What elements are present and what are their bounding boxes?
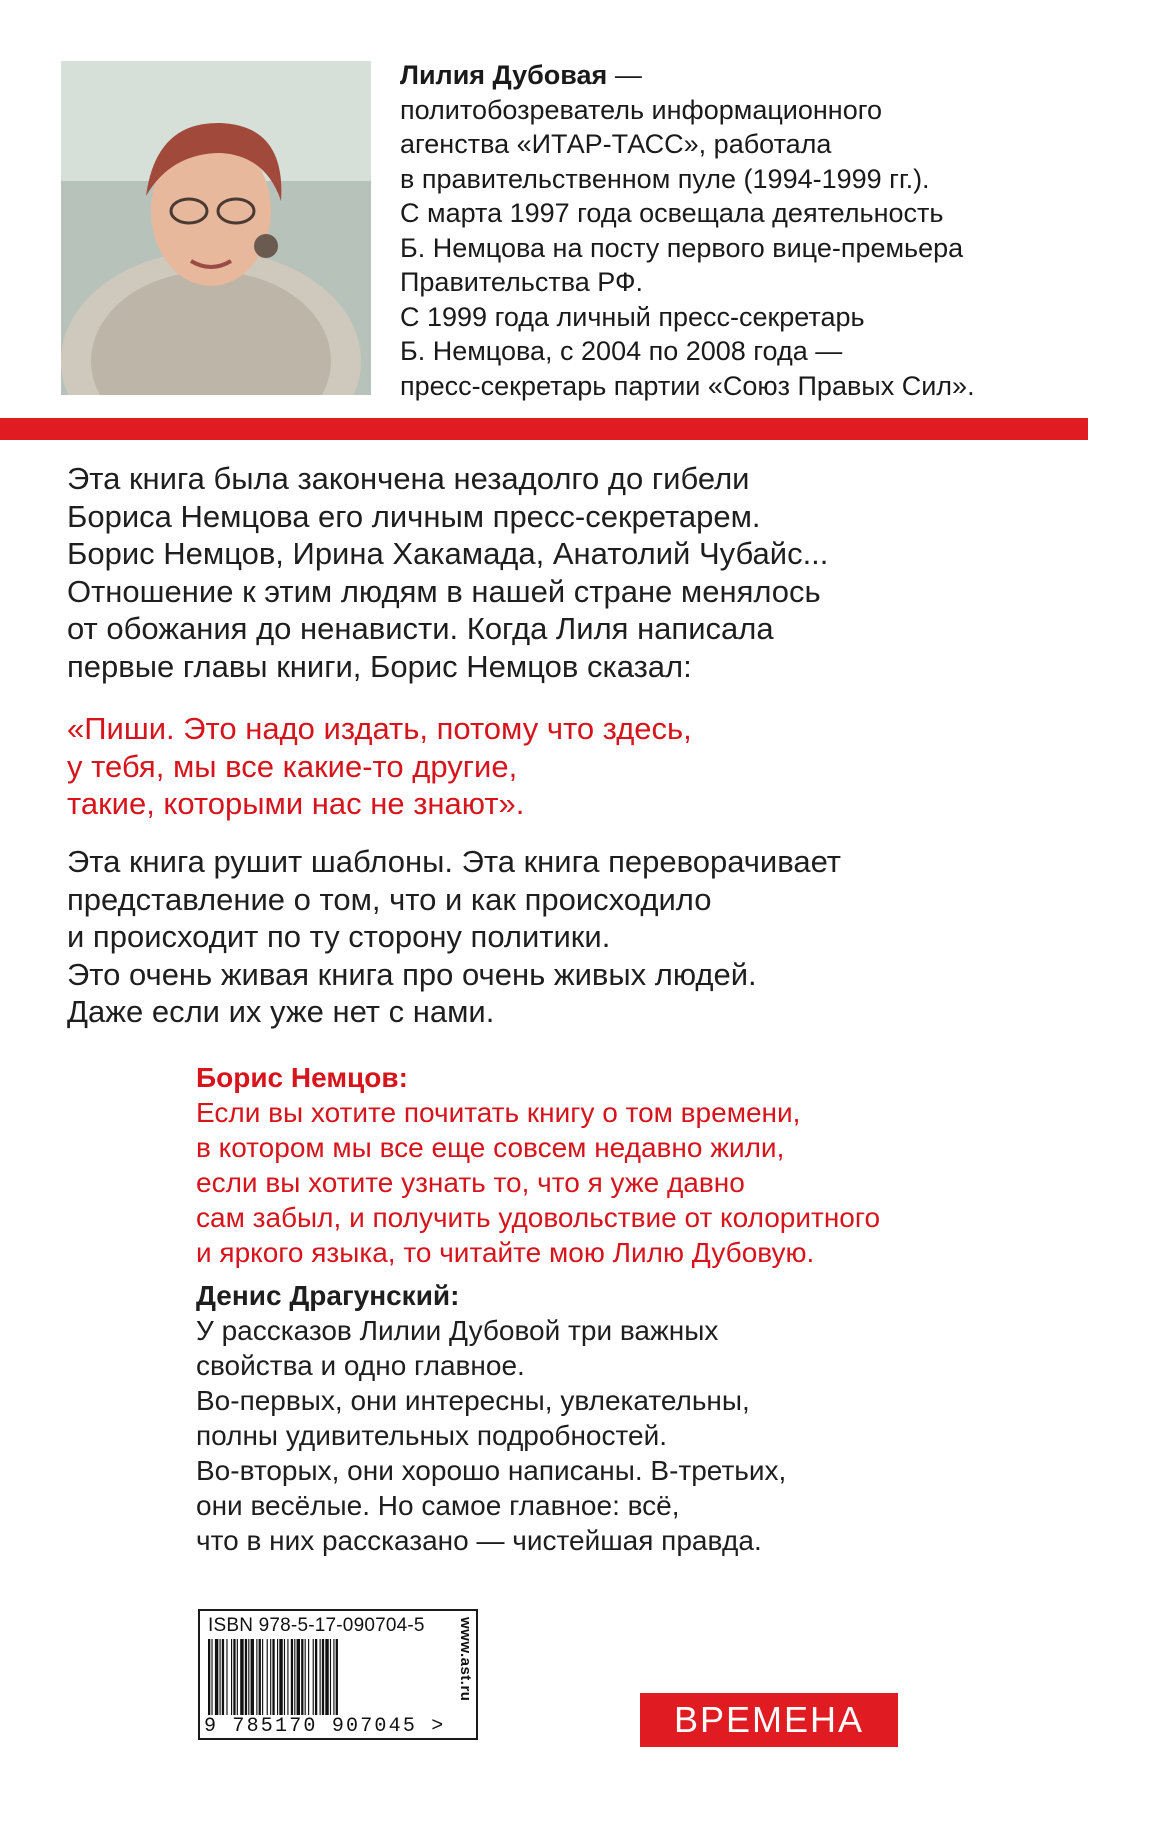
bio-line: Б. Немцова на посту первого вице-премьера	[400, 232, 964, 263]
review-line: и яркого языка, то читайте мою Лилю Дубовую.	[196, 1237, 815, 1268]
author-bio	[400, 58, 1100, 403]
ean-number: 9 785170 907045 >	[204, 1715, 446, 1738]
description-line: Эта книга рушит шаблоны. Эта книга переворачивает	[67, 844, 842, 879]
description-line: Эта книга была закончена незадолго до гибели	[67, 461, 750, 496]
description-line: Это очень живая книга про очень живых людей.	[67, 956, 757, 992]
publisher-url: www.ast.ru	[457, 1617, 474, 1702]
bio-line: агенства «ИТАР-ТАСС», работала	[400, 129, 832, 159]
bio-line: Б. Немцова, с 2004 по 2008 года —	[400, 336, 843, 366]
description-line: Борис Немцов, Ирина Хакамада, Анатолий Чубайс...	[67, 536, 829, 571]
description-line: представление о том, что и как происходило	[67, 881, 712, 917]
description-line: от обожания до ненависти. Когда Лиля написала	[67, 611, 774, 646]
isbn-number: ISBN 978-5-17-090704-5	[208, 1615, 425, 1636]
description-line: Отношение к этим людям в нашей стране менялось	[67, 573, 821, 609]
description-line: Даже если их уже нет с нами.	[67, 994, 495, 1029]
quote-line: у тебя, мы все какие-то другие,	[67, 748, 518, 784]
bio-line: Правительства РФ.	[400, 267, 644, 297]
bio-line: пресс-секретарь партии «Союз Правых Сил».	[400, 370, 975, 401]
description-line: первые главы книги, Борис Немцов сказал:	[67, 648, 692, 684]
review-line: У рассказов Лилии Дубовой три важных	[196, 1315, 719, 1346]
red-divider-band	[0, 418, 1088, 440]
isbn-barcode	[198, 1609, 478, 1740]
description-line: и происходит по ту сторону политики.	[67, 919, 611, 954]
quote-line: такие, которыми нас не знают».	[67, 786, 525, 821]
review-line: что в них рассказано — чистейшая правда.	[196, 1525, 762, 1556]
review-dragunsky	[196, 1278, 1096, 1558]
barcode-bars	[208, 1639, 444, 1715]
review-line: если вы хотите узнать то, что я уже давно	[196, 1167, 745, 1198]
bio-line: С 1999 года личный пресс-секретарь	[400, 301, 865, 332]
bio-line: в правительственном пуле (1994-1999 гг.).	[400, 163, 930, 194]
description-paragraph-2	[67, 843, 1107, 1031]
review-line: они весёлые. Но самое главное: всё,	[196, 1490, 680, 1521]
review-line: полны удивительных подробностей.	[196, 1420, 668, 1451]
author-name: Лилия Дубовая	[400, 60, 608, 90]
description-line: Бориса Немцова его личным пресс-секретарем.	[67, 498, 761, 534]
review-line: Если вы хотите почитать книгу о том времени,	[196, 1097, 801, 1128]
description-paragraph	[67, 460, 1107, 685]
author-photo	[61, 61, 371, 395]
review-line: Во-вторых, они хорошо написаны. В-третьих,	[196, 1455, 787, 1486]
review-line: свойства и одно главное.	[196, 1350, 525, 1381]
reviewer-name: Борис Немцов:	[196, 1062, 408, 1093]
bio-line: политобозреватель информационного	[400, 94, 883, 125]
reviewer-name: Денис Драгунский:	[196, 1280, 460, 1311]
review-nemtsov	[196, 1060, 1096, 1270]
review-line: в котором мы все еще совсем недавно жили,	[196, 1132, 785, 1163]
quote-line: «Пиши. Это надо издать, потому что здесь,	[67, 711, 692, 746]
bio-line: —	[607, 60, 642, 90]
bio-line: С марта 1997 года освещала деятельность	[400, 198, 944, 228]
nemtsov-quote	[67, 710, 1107, 823]
review-line: сам забыл, и получить удовольствие от колоритного	[196, 1202, 881, 1233]
review-line: Во-первых, они интересны, увлекательны,	[196, 1385, 750, 1416]
series-badge: ВРЕМЕНА	[640, 1693, 898, 1747]
